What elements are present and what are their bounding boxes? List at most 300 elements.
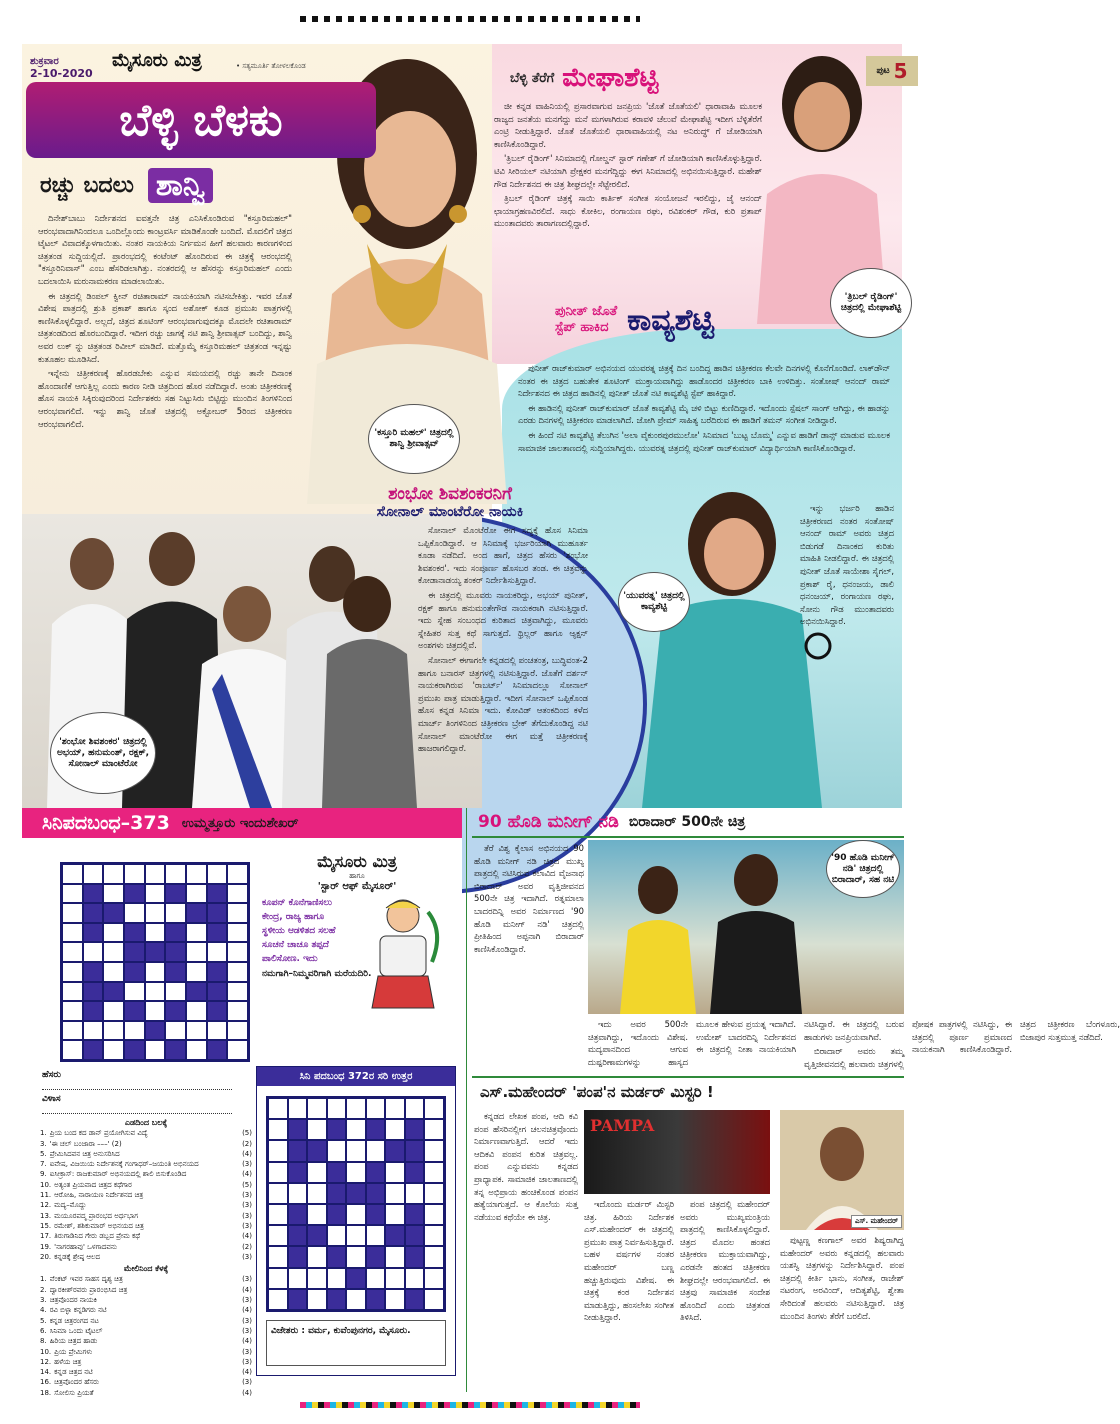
clue-number: 11. (40, 1191, 52, 1200)
down-clue (40, 1336, 252, 1346)
grid-cell[interactable] (227, 962, 248, 982)
grid-cell (424, 1119, 444, 1140)
grid-block-cell (288, 1246, 308, 1267)
pampa-body (474, 1110, 578, 1394)
down-clue (40, 1347, 252, 1357)
grid-block-cell (327, 1119, 347, 1140)
grid-cell[interactable] (165, 982, 186, 1002)
clue-number: 14. (40, 1368, 52, 1377)
grid-cell[interactable] (145, 982, 166, 1002)
grid-cell (288, 1268, 308, 1289)
grid-cell (405, 1098, 425, 1119)
clue-number: 4. (40, 1306, 47, 1315)
grid-cell[interactable] (62, 942, 83, 962)
clue-text: ಕನ್ನಡಕ್ಕೆ ಶ್ರೇಷ್ಠ ಆಲದ (54, 1252, 100, 1261)
grid-cell[interactable] (124, 864, 145, 884)
grid-block-cell (83, 1040, 104, 1060)
clue-number: 10. (40, 1347, 52, 1356)
crossword-header (22, 808, 462, 838)
grid-block-cell (366, 1289, 386, 1310)
grid-block-cell (405, 1204, 425, 1225)
grid-cell (366, 1225, 386, 1246)
clue-length: (4) (242, 1285, 252, 1294)
clue-length: (4) (242, 1149, 252, 1158)
clue-length: (3) (242, 1347, 252, 1356)
mahendar-caption: ಎಸ್. ಮಹೇಂದರ್ (851, 1215, 902, 1228)
grid-cell (268, 1183, 288, 1204)
grid-cell[interactable] (186, 884, 207, 904)
grid-block-cell (288, 1204, 308, 1225)
grid-block-cell (124, 923, 145, 943)
grid-block-cell (327, 1183, 347, 1204)
crossword-title: ಸಿನಿಪದಬಂಧ–373 (42, 812, 170, 834)
grid-block-cell (124, 1001, 145, 1021)
promo-message: ಕೂಪನ್ ಕೊನೆಗಾಣಿಸಲು ಕೇಂದ್ರ, ರಾಜ್ಯ ಹಾಗೂ ಸ್ಥಳೀಯ ಆಡಳಿತದ ಸಲಹೆ ಸೂಚನೆ ಚಾಚೂ ತಪ್ಪದೆ ಪಾಲಿಸೋಣ. ಇದು (262, 898, 336, 964)
grid-cell[interactable] (207, 942, 228, 962)
clue-length: (3) (242, 1252, 252, 1261)
grid-cell (268, 1162, 288, 1183)
grid-cell[interactable] (207, 1021, 228, 1041)
grid-cell (268, 1204, 288, 1225)
grid-cell (268, 1140, 288, 1161)
across-clue (40, 1139, 252, 1149)
shanvi-headline-part2: ಶಾನ್ವಿ (148, 168, 213, 203)
grid-cell[interactable] (145, 903, 166, 923)
grid-cell (424, 1225, 444, 1246)
across-clue (40, 1128, 252, 1138)
down-clue (40, 1388, 252, 1398)
grid-cell (346, 1140, 366, 1161)
clue-length: (3) (242, 1211, 252, 1220)
birader-photo-caption: '90 ಹೊಡಿ ಮನೀಗ್ ನಡಿ' ಚಿತ್ರದಲ್ಲಿ ಬಿರಾದಾರ್, ಸಹ ನಟಿ (826, 840, 900, 898)
clue-length: (4) (242, 1388, 252, 1397)
clue-length: (3) (242, 1378, 252, 1387)
address-line[interactable] (42, 1094, 232, 1114)
kavya-paragraph: ಈ ಹಿಂದೆ ನಟಿ ಕಾವ್ಯಶೆಟ್ಟಿ ತೆಲುಗಿನ 'ಅಲಾ ವೈಕುಂಠಪುರಮುಲೋ' ಸಿನಿಮಾದ 'ಬುಟ್ಟ ಬೊಮ್ಮ' ಎನ್ನುವ ಹಾಡಿಗೆ ಡಾನ್ಸ್ ಮಾಡುವ ಮೂಲಕ ಸಾಮಾಜಿಕ ಜಾಲತಾಣದಲ್ಲಿ ಸುದ್ದಿಯಾಗಿದ್ದರು. ಯುವರತ್ನ ಚಿತ್ರದಲ್ಲಿ ಪುನೀತ್ ರಾಜ್‌ಕುಮಾರ್ ವಿದ್ಯಾರ್ಥಿಯಾಗಿ ಕಾಣಿಸಿಕೊಂಡಿದ್ದಾರೆ. (518, 429, 890, 453)
grid-block-cell (207, 1001, 228, 1021)
clue-text: ದ್ವಾರಕೀಶ್‌ರವರು ಪ್ರಾರಂಭಿಸಿದ ಚಿತ್ರ (49, 1285, 128, 1294)
birader-body (474, 842, 584, 1068)
down-clue (40, 1274, 252, 1284)
grid-cell[interactable] (103, 962, 124, 982)
grid-cell[interactable] (227, 903, 248, 923)
page-number: 5 (893, 59, 908, 83)
grid-cell (307, 1162, 327, 1183)
grid-cell (268, 1098, 288, 1119)
clue-length: (4) (242, 1337, 252, 1346)
clue-length: (4) (242, 1306, 252, 1315)
grid-cell[interactable] (62, 982, 83, 1002)
grid-block-cell (83, 923, 104, 943)
megha-paragraph: ತ್ರಿಬಲ್ ರೈಡಿಂಗ್ ಚಿತ್ರಕ್ಕೆ ಸಾಯಿ ಕಾರ್ತಿಕ್ ಸಂಗೀತ ಸಂಯೋಜನೆ ಇರಲಿದ್ದು, ಜೈ ಆನಂದ್ ಛಾಯಾಗ್ರಹಣವಿರಲಿದೆ. ಸಾಧು ಕೋಕಿಲ, ರಂಗಾಯಣ ರಘು, ರವಿಶಂಕರ್ ಗೌಡ, ಕುರಿ ಪ್ರತಾಪ್ ಮುಂತಾದವರು ತಾರಾಗಣದಲ್ಲಿದ್ದಾರೆ. (494, 193, 762, 229)
grid-cell[interactable] (165, 903, 186, 923)
grid-cell (424, 1268, 444, 1289)
grid-cell[interactable] (62, 1001, 83, 1021)
grid-cell (268, 1289, 288, 1310)
grid-cell[interactable] (227, 1021, 248, 1041)
grid-cell[interactable] (145, 962, 166, 982)
grid-block-cell (207, 884, 228, 904)
grid-cell (307, 1098, 327, 1119)
grid-block-cell (186, 903, 207, 923)
clue-number: 3. (40, 1139, 47, 1148)
across-clue (40, 1180, 252, 1190)
promo-partner: 'ಸ್ಟಾರ್ ಆಫ್ ಮೈಸೂರ್' (317, 881, 397, 892)
grid-cell[interactable] (186, 942, 207, 962)
crossword-author: ಉಮ್ಮತ್ತೂರು ಇಂದುಶೇಖರ್ (181, 815, 299, 831)
address-label: ವಿಳಾಸ (42, 1094, 61, 1104)
grid-cell (424, 1162, 444, 1183)
sonal-paragraph: ಸೋನಾಲ್ ಮೊಂಟೆರೋ ಈಗ ಸದ್ಯಕ್ಕೆ ಹೊಸ ಸಿನಿಮಾ ಒಪ್ಪಿಕೊಂಡಿದ್ದಾರೆ. ಆ ಸಿನಿಮಾಕ್ಕೆ ಭರ್ಜರಿಯಾಗಿ ಮುಹೂರ್ತ ಕೂಡಾ ನಡೆದಿದೆ. ಅಂದ ಹಾಗೆ, ಚಿತ್ರದ ಹೆಸರು 'ಶಂಭೋ ಶಿವಶಂಕರ'. ಇದು ಸಂಪೂರ್ಣ ಹೊಸಬರ ತಂಡ. ಈ ಚಿತ್ರವನ್ನು ಕೋಡಾನಾಡಯ್ಯ ಶಂಕರ್ ನಿರ್ದೇಶಿಸುತ್ತಿದ್ದಾರೆ. (418, 525, 588, 586)
masthead-date: 2-10-2020 (30, 67, 93, 80)
grid-cell[interactable] (227, 884, 248, 904)
clue-number: 10. (40, 1180, 52, 1189)
grid-cell[interactable] (186, 1021, 207, 1041)
grid-cell (268, 1246, 288, 1267)
megha-paragraph: ಜೀ ಕನ್ನಡ ವಾಹಿನಿಯಲ್ಲಿ ಪ್ರಸಾರವಾಗುವ ಜನಪ್ರಿಯ 'ಜೊತೆ ಜೊತೆಯಲಿ' ಧಾರಾವಾಹಿ ಮೂಲಕ ರಾಜ್ಯದ ಜನತೆಯ ಮನಗೆದ್ದು ಮನೆ ಮಗಳಾಗಿರುವ ಕರಾವಳಿ ಚೆಲುವೆ ಮೇಘಾಶೆಟ್ಟಿ ಇದೀಗ ಬೆಳ್ಳಿತೆರೆಗೆ ಎಂಟ್ರಿ ನೀಡುತ್ತಿದ್ದಾರೆ. ಜೊತೆ ಜೊತೆಯಲಿ ಧಾರಾವಾಹಿಯಲ್ಲಿ ನಟ ಅನಿರುದ್ಧ್ ಗೆ ಜೋಡಿಯಾಗಿ ಕಾಣಿಸಿಕೊಂಡಿದ್ದಾರೆ. (494, 101, 762, 149)
grid-cell[interactable] (62, 884, 83, 904)
grid-block-cell (307, 1140, 327, 1161)
grid-cell (346, 1225, 366, 1246)
grid-cell (385, 1204, 405, 1225)
clue-length: (3) (242, 1160, 252, 1169)
grid-cell[interactable] (227, 982, 248, 1002)
birader-headline (472, 808, 904, 838)
across-clue (40, 1231, 252, 1241)
grid-cell[interactable] (227, 942, 248, 962)
section-title: ಬೆಳ್ಳಿ ಬೆಳಕು (119, 94, 283, 146)
across-clue (40, 1211, 252, 1221)
grid-cell[interactable] (103, 1001, 124, 1021)
grid-block-cell (186, 982, 207, 1002)
date-block (30, 56, 110, 80)
grid-cell[interactable] (83, 1021, 104, 1041)
kavya-body-continued (800, 502, 894, 702)
kavya-kicker-line2: ಸ್ಟೆಪ್ ಹಾಕಿದ (555, 320, 609, 335)
winner-name: ವರ್ಮ, ಕುವೆಂಪುನಗರ, ಮೈಸೂರು. (308, 1326, 411, 1336)
grid-cell (405, 1268, 425, 1289)
down-clue (40, 1357, 252, 1367)
winner-label: ವಿಜೇತರು : (271, 1326, 305, 1336)
across-clue (40, 1169, 252, 1179)
grid-block-cell (165, 962, 186, 982)
clue-number: 19. (40, 1242, 52, 1251)
grid-block-cell (366, 1246, 386, 1267)
grid-block-cell (165, 1001, 186, 1021)
sonal-couple-photo (237, 564, 437, 808)
grid-cell (366, 1140, 386, 1161)
registration-bar-bottom (300, 1402, 640, 1408)
clue-length: (3) (242, 1357, 252, 1366)
grid-block-cell (165, 884, 186, 904)
grid-block-cell (288, 1225, 308, 1246)
clue-length: (3) (242, 1326, 252, 1335)
clue-length: (3) (242, 1316, 252, 1325)
grid-cell[interactable] (62, 962, 83, 982)
grid-cell (424, 1289, 444, 1310)
clue-text: 'ಈ ಚಲ್ ಬಂಜಾರಾ –––' (2) (49, 1139, 122, 1148)
grid-cell[interactable] (103, 1040, 124, 1060)
name-line[interactable] (42, 1070, 232, 1090)
clue-length: (3) (242, 1296, 252, 1305)
grid-cell[interactable] (103, 864, 124, 884)
grid-cell (268, 1268, 288, 1289)
grid-block-cell (83, 903, 104, 923)
promo-paper: ಮೈಸೂರು ಮಿತ್ರ (317, 852, 397, 871)
grid-block-cell (405, 1162, 425, 1183)
grid-block-cell (405, 1119, 425, 1140)
grid-block-cell (366, 1183, 386, 1204)
sonal-headline-line1: ಶಂಭೋ ಶಿವಶಂಕರನಿಗೆ (388, 484, 512, 504)
grid-cell[interactable] (145, 923, 166, 943)
clue-number: 1. (40, 1275, 47, 1284)
shanvi-paragraph: ಇನ್ನೇನು ಚಿತ್ರೀಕರಣಕ್ಕೆ ಹೊರಡಬೇಕು ಎನ್ನುವ ಸಮಯದಲ್ಲಿ ರಚ್ಚು ತಾನೇ ದಿನಾಂಕ ಹೊಂದಾಣಿಕೆ ಆಗುತ್ತಿಲ್ಲ ಎಂದು ಕಾರಣ ನೀಡಿ ಚಿತ್ರದಿಂದ ಹೊರ ನಡೆದಿದ್ದಾರೆ. ಅಂತು ಚಿತ್ರೀಕರಣಕ್ಕೆ ಹೊಸ ನಾಯಕಿ ಸಿಕ್ಕಿರುವುದರಿಂದ ನಿರ್ದೇಶಕರು ಸಹ ನಿಟ್ಟುಸಿರು ಬಿಟ್ಟಿದ್ದು ಮುಂದಿನ ತಿಂಗಳಿನಿಂದ ಆರಂಭವಾಗಲಿದೆ. ಇನ್ನು ಶಾನ್ವಿ ಜೊತೆ ಚಿತ್ರದಲ್ಲಿ ಅಕ್ಟೋಬರ್ 5ರಿಂದ ಚಿತ್ರೀಕರಣ ಆರಂಭವಾಗಲಿದೆ. (38, 368, 292, 429)
pampa-poster (584, 1110, 770, 1194)
grid-cell (424, 1098, 444, 1119)
down-clue (40, 1316, 252, 1326)
grid-cell[interactable] (103, 884, 124, 904)
clue-number: 13. (40, 1211, 52, 1220)
birader-paragraph: ಬಿರಾದಾರ್ ಅವರು ತಮ್ಮ ವೃತ್ತಿಜೀವನದಲ್ಲಿ ಹಲವಾರು ಚಿತ್ರಗಳಲ್ಲಿ ಪೋಷಕ ಪಾತ್ರಗಳಲ್ಲಿ ನಟಿಸಿದ್ದು, ಈ ಚಿತ್ರದಲ್ಲಿ ಪೂರ್ಣ ಪ್ರಮಾಣದ ನಾಯಕನಾಗಿ ಕಾಣಿಸಿಕೊಂಡಿದ್ದಾರೆ. ಚಿತ್ರದ ಚಿತ್ರೀಕರಣ ಬೆಂಗಳೂರು, ಬಿಜಾಪುರ ಸುತ್ತಮುತ್ತ ನಡೆದಿದೆ. (804, 1019, 1120, 1069)
clue-text: ಐವೇಷ, ವಿಜಯಿಯ ನಿರ್ದೇಶನಕ್ಕೆ ಗಂಗಾಧರ್–ಜಯಂತಿ ಅಭಿನಯದ (49, 1160, 199, 1169)
clue-text: ತಿರುಗಾಡಿನಿದ ಗೇರು ಡಬ್ಬದ ಪ್ರೇಮ ಕಥೆ (54, 1232, 140, 1241)
clue-number: 16. (40, 1378, 52, 1387)
grid-cell (366, 1268, 386, 1289)
sonal-paragraph: ಈ ಚಿತ್ರದಲ್ಲಿ ಮೂವರು ನಾಯಕರಿದ್ದು, ಅಭಯ್ ಪುನೀತ್, ರಕ್ಷಕ್ ಹಾಗೂ ಹನುಮಂತೇಗೌಡ ನಾಯಕರಾಗಿ ನಟಿಸುತ್ತಿದ್ದಾರೆ. ಇದು ಸ್ನೇಹ ಸಂಬಂಧದ ಕುರಿತಾದ ಚಿತ್ರವಾಗಿದ್ದು, ಮೂವರು ಸ್ನೇಹಿತರ ಸುತ್ತ ಕಥೆ ಸಾಗುತ್ತದೆ. ಥ್ರಿಲ್ಲರ್ ಹಾಗೂ ಆ್ಯಕ್ಷನ್ ಅಂಶಗಳು ಚಿತ್ರದಲ್ಲಿವೆ. (418, 589, 588, 651)
clue-text: ಕನ್ನಡ ಚಿತ್ರರಂಗದ ನಟ (49, 1316, 99, 1325)
clue-text: ಹಳೆಯ ಚಿತ್ರ (54, 1357, 82, 1366)
grid-cell (366, 1098, 386, 1119)
promo-closing: ನಮಗಾಗಿ–ನಿಮ್ಮವರಿಗಾಗಿ ಮರೆಯದಿರಿ. (262, 969, 372, 979)
grid-cell (288, 1183, 308, 1204)
megha-kicker: ಬೆಳ್ಳಿ ತೆರೆಗೆ (510, 70, 555, 86)
winner-box (266, 1320, 446, 1366)
masthead-paper: ಮೈಸೂರು ಮಿತ್ರ (112, 50, 202, 71)
across-heading: ಎಡದಿಂದ ಬಲಕ್ಕೆ (124, 1118, 168, 1127)
grid-block-cell (385, 1140, 405, 1161)
grid-cell[interactable] (124, 1021, 145, 1041)
grid-cell[interactable] (186, 1040, 207, 1060)
grid-cell (385, 1183, 405, 1204)
grid-cell (385, 1162, 405, 1183)
clue-number: 9. (40, 1170, 47, 1179)
grid-cell (346, 1119, 366, 1140)
clue-number: 7. (40, 1160, 47, 1169)
grid-cell[interactable] (186, 864, 207, 884)
grid-block-cell (207, 903, 228, 923)
kavya-paragraph: ಪುನೀತ್ ರಾಜ್‌ಕುಮಾರ್ ಅಭಿನಯದ ಯುವರತ್ನ ಚಿತ್ರಕ್ಕೆ ದಿನ ಬಂದಿದ್ದ ಹಾಡಿನ ಚಿತ್ರೀಕರಣ ಕೆಲವೇ ದಿನಗಳಲ್ಲಿ ಕೊನೆಗೊಂಡಿದೆ. ಲಾಕ್‌ಡೌನ್ ನಂತರ ಈ ಚಿತ್ರದ ಬಹುತೇಕ ಶೂಟಿಂಗ್ ಮುಕ್ತಾಯವಾಗಿದ್ದು ಹಾಡೊಂದರ ಚಿತ್ರೀಕರಣ ಬಾಕಿ ಉಳಿದಿತ್ತು. ಸಂತೋಷ್ ಆನಂದ್ ರಾಮ್ ನಿರ್ದೇಶನದ ಈ ಚಿತ್ರದ ಹಾಡಿನಲ್ಲಿ ಪುನೀತ್ ಜೊತೆ ನಟಿ ಕಾವ್ಯಶೆಟ್ಟಿ ಸ್ಟೆಪ್ ಹಾಕಿದ್ದಾರೆ. (518, 363, 890, 399)
down-clue (40, 1326, 252, 1336)
page-number-box (866, 56, 918, 86)
clue-text: ಮದ್ಯ–ಮೊದ್ದು (54, 1201, 87, 1210)
clue-length: (4) (242, 1170, 252, 1179)
grid-block-cell (165, 942, 186, 962)
grid-cell[interactable] (186, 1001, 207, 1021)
down-clue (40, 1367, 252, 1377)
grid-cell[interactable] (186, 962, 207, 982)
crossword-clues (40, 1118, 252, 1397)
grid-cell[interactable] (62, 923, 83, 943)
grid-block-cell (405, 1225, 425, 1246)
grid-block-cell (207, 923, 228, 943)
grid-cell[interactable] (227, 1001, 248, 1021)
grid-cell[interactable] (62, 864, 83, 884)
down-clue (40, 1285, 252, 1295)
grid-cell (385, 1119, 405, 1140)
grid-cell (424, 1183, 444, 1204)
grid-cell (346, 1098, 366, 1119)
name-label: ಹೆಸರು (42, 1070, 61, 1080)
grid-cell[interactable] (103, 1021, 124, 1041)
clue-length: (5) (242, 1129, 252, 1138)
promo-block (262, 852, 452, 1060)
grid-block-cell (405, 1246, 425, 1267)
clue-text: ಅತ್ಯಂತ ಪ್ರಿಯವಾದ ಚಿತ್ರದ ಕಥೆಗಾರ (54, 1180, 132, 1189)
grid-cell[interactable] (145, 864, 166, 884)
grid-cell[interactable] (62, 903, 83, 923)
clue-text: ಪ್ರಿಯ ಬಂದ ಕದ ಡಾನ್ ಪ್ರಯೋಗಿಸುವ ವಿದ್ಯೆ (49, 1129, 148, 1138)
clue-number: 17. (40, 1232, 52, 1241)
grid-block-cell (83, 884, 104, 904)
clue-text: ಮಯೂರಪದ್ಮ ಪ್ರಾರಂಭದ ಅರ್ಧಭಾಗ (54, 1211, 139, 1220)
grid-block-cell (327, 1204, 347, 1225)
grid-cell[interactable] (124, 903, 145, 923)
grid-cell (307, 1246, 327, 1267)
grid-block-cell (405, 1140, 425, 1161)
registration-bar-top (300, 16, 640, 22)
grid-cell (405, 1183, 425, 1204)
grid-cell[interactable] (227, 864, 248, 884)
grid-block-cell (165, 923, 186, 943)
grid-cell[interactable] (103, 923, 124, 943)
grid-cell[interactable] (186, 923, 207, 943)
shanvi-paragraph: ದಿನೇಶ್‌ಬಾಬು ನಿರ್ದೇಶನದ ಐವತ್ತನೇ ಚಿತ್ರ ಎನಿಸಿಕೊಂಡಿರುವ "ಕಸ್ತೂರಿಮಹಲ್" ಆರಂಭವಾದಾಗಿನಿಂದಲೂ ಒಂದಿಲ್ಲೊಂದು ಕಾಂಟ್ರವರ್ಸಿ ಮಾಡಿಕೊಂಡೇ ಬಂದಿದೆ. ಮೊದಲಿಗೆ ಚಿತ್ರದ ಟೈಟಲ್ ವಿವಾದಕ್ಕೊಳಗಾಯಿತು. ನಂತರ ನಾಯಕಿಯ ನಿರ್ಗಮನ ಹೀಗೆ ಹಲವಾರು ಕಾರಣಗಳಿಂದ ಚಿತ್ರತಂಡ ಸುದ್ದಿಯಲ್ಲಿದೆ. ಪ್ರಾರಂಭದಲ್ಲಿ ಕಂಟೆಂಟ್ ಹೊಂದಿರುವ ಈ ಚಿತ್ರಕ್ಕೆ ಆರಂಭದಲ್ಲಿ "ಕಸ್ತೂರಿನಿವಾಸ್" ಎಂಬ ಹೆಸರಿಡಲಾಗಿತ್ತು. ನಂತರದಲ್ಲಿ ಆ ಹೆಸರನ್ನು ಕಸ್ತೂರಿಮಹಲ್ ಎಂದು ಬದಲಾಯಿಸಿ ಮರುನಾಮಕರಣ ಮಾಡಲಾಯಿತು. (38, 213, 292, 286)
clue-text: ರಮೇಶ್, ಶಶಿಕುಮಾರ್ ಅಭಿನಯದ ಚಿತ್ರ (54, 1221, 144, 1230)
grid-block-cell (366, 1119, 386, 1140)
across-clue (40, 1242, 252, 1252)
clue-length: (4) (242, 1368, 252, 1377)
grid-cell (346, 1162, 366, 1183)
grid-block-cell (385, 1225, 405, 1246)
kavya-kicker-line1: ಪುನೀತ್ ಜೊತೆ (555, 304, 618, 319)
clue-number: 1. (40, 1129, 47, 1138)
grid-cell (268, 1119, 288, 1140)
clue-text: ಸೋಲಿಸು ಪ್ರಿಯತೆ (54, 1388, 94, 1397)
grid-block-cell (346, 1183, 366, 1204)
birader-headline-part1: 90 ಹೊಡಿ ಮನೀಗ್ ನಡಿ (478, 812, 619, 832)
grid-cell[interactable] (124, 982, 145, 1002)
clue-length: (4) (242, 1232, 252, 1241)
clue-number: 6. (40, 1326, 47, 1335)
grid-cell[interactable] (145, 1001, 166, 1021)
pampa-paragraph: ಪುಟ್ಟಣ್ಣ ಕಣಗಾಲ್ ಅವರ ಶಿಷ್ಯರಾಗಿದ್ದ ಮಹೇಂದರ್ ಅವರು ಕನ್ನಡದಲ್ಲಿ ಹಲವಾರು ಯಶಸ್ವಿ ಚಿತ್ರಗಳನ್ನು ನಿರ್ದೇಶಿಸಿದ್ದಾರೆ. ಪಂಪ ಚಿತ್ರದಲ್ಲಿ ಕೀರ್ತಿ ಭಾನು, ಸಂಗೀತ, ರಾಜೇಶ್ ನಟರಂಗ, ಅರವಿಂದ್, ಆದಿತ್ಯಶೆಟ್ಟಿ, ಶ್ವೇತಾ ಸೇರಿದಂತೆ ಹಲವರು ನಟಿಸುತ್ತಿದ್ದಾರೆ. ಚಿತ್ರ ಮುಂದಿನ ತಿಂಗಳು ತೆರೆಗೆ ಬರಲಿದೆ. (780, 1235, 904, 1321)
down-clue (40, 1295, 252, 1305)
grid-block-cell (207, 982, 228, 1002)
pampa-headline-bar (472, 1076, 904, 1106)
clue-text: 'ನಾಗರಹಾವು' ಒಳಗಾದವನು (54, 1242, 117, 1251)
down-list (40, 1274, 252, 1398)
sonal-headline (300, 484, 600, 520)
section-title-banner (26, 82, 376, 158)
grid-cell[interactable] (227, 923, 248, 943)
grid-cell (385, 1098, 405, 1119)
grid-cell[interactable] (62, 1021, 83, 1041)
shanvi-headline-part1: ರಚ್ಚು ಬದಲು (40, 172, 134, 198)
page-label: ಪುಟ (876, 66, 890, 76)
across-clue (40, 1149, 252, 1159)
clue-number: 5. (40, 1316, 47, 1325)
grid-block-cell (103, 982, 124, 1002)
kavya-paragraph: ಈ ಹಾಡಿನಲ್ಲಿ ಪುನೀತ್ ರಾಜ್‌ಕುಮಾರ್ ಜೊತೆ ಕಾವ್ಯಶೆಟ್ಟಿ ಮೈ ಚಳಿ ಬಿಟ್ಟು ಕುಣಿದಿದ್ದಾರೆ. ಇದೊಂದು ಸ್ಪೆಷಲ್ ಸಾಂಗ್ ಆಗಿದ್ದು, ಈ ಹಾಡನ್ನು ಎರಡು ದಿನಗಳಲ್ಲಿ ಚಿತ್ರೀಕರಣ ಮಾಡಲಾಗಿದೆ. ಜೋಗಿ ಪ್ರೇಮ್ ಸಾಹಿತ್ಯ ಬರೆದಿರುವ ಈ ಹಾಡಿಗೆ ತಮನ್ ಸಂಗೀತ ನೀಡಿದ್ದಾರೆ. (518, 402, 890, 426)
grid-cell (307, 1204, 327, 1225)
across-clue (40, 1221, 252, 1231)
pampa-paragraph: ಕನ್ನಡದ ಲೇಖಕ ಪಂಪ, ಆದಿ ಕವಿ ಪಂಪ ಹೆಸರಿನಲ್ಲೀಗ ಚಲನಚಿತ್ರವೊಂದು ನಿರ್ಮಾಣವಾಗುತ್ತಿದೆ. ಆದರೆ ಇದು ಆದಿಕವಿ ಪಂಪನ ಕುರಿತ ಚಿತ್ರವಲ್ಲ. ಪಂಪ ಎನ್ನುವವನು ಕನ್ನಡದ ಪ್ರಾಧ್ಯಾಪಕ. ಸಾಮಾಜಿಕ ಜಾಲತಾಣದಲ್ಲಿ ತನ್ನ ಅಭಿಪ್ರಾಯ ಹಂಚಿಕೊಂಡ ಪಂಪನ ಹತ್ಯೆಯಾಗುತ್ತದೆ. ಆ ಕೊಲೆಯ ಸುತ್ತ ನಡೆಯುವ ಕಥೆಯೇ ಈ ಚಿತ್ರ. (474, 1111, 578, 1222)
clue-text: ಹಿರಿಯ ಚಿತ್ರದ ಹಾಡು (49, 1337, 98, 1346)
grid-cell[interactable] (145, 884, 166, 904)
grid-block-cell (307, 1225, 327, 1246)
grid-cell[interactable] (62, 1040, 83, 1060)
grid-cell (307, 1119, 327, 1140)
grid-block-cell (207, 1040, 228, 1060)
birader-paragraph: ಇದು ಅವರ 500ನೇ ಚಿತ್ರವಾಗಿದ್ದು, ಇದೊಂದು ವಿಶೇಷ. ಮದ್ಯಪಾನದಿಂದ ಆಗುವ ದುಷ್ಪರಿಣಾಮಗಳನ್ನು ಹಾಸ್ಯದ ಮೂಲಕ ಹೇಳುವ ಪ್ರಯತ್ನ ಇದಾಗಿದೆ. ಉಮೇಶ್ ಬಾದರದಿನ್ನಿ ನಿರ್ದೇಶನದ ಈ ಚಿತ್ರದಲ್ಲಿ ನೀತಾ ನಾಯಕಿಯಾಗಿ ನಟಿಸಿದ್ದಾರೆ. ಈ ಚಿತ್ರದಲ್ಲಿ ಬರುವ ಹಾಡುಗಳು ಜನಪ್ರಿಯವಾಗಿವೆ. (588, 1019, 904, 1067)
grid-cell (424, 1246, 444, 1267)
pampa-body-right (780, 1234, 904, 1394)
grid-cell[interactable] (145, 1040, 166, 1060)
grid-cell[interactable] (227, 1040, 248, 1060)
clue-length: (3) (242, 1221, 252, 1230)
clue-length: (3) (242, 1191, 252, 1200)
clue-text: ಪ್ರಿಯ ಪ್ರೇಮಿಗಳು (54, 1347, 93, 1356)
birader-paragraph: ತೆರೆ ವಿಶ್ವ ಕೈಲಾಸ ಅಭಿನಯದ 90 ಹೊಡಿ ಮನೀಗ್ ನಡಿ ಚಿತ್ರದ ಮುಖ್ಯ ಪಾತ್ರದಲ್ಲಿ ನಟಿಸಿರುವ ಕಲಾವಿದ ವೈಜನಾಥ ಬಿರಾದಾರ್ ಅವರ ವೃತ್ತಿಜೀವನದ 500ನೇ ಚಿತ್ರ ಇದಾಗಿದೆ. ರತ್ನಮಾಲಾ ಬಾದರದಿನ್ನಿ ಅವರ ನಿರ್ಮಾಣದ '90 ಹೊಡಿ ಮನೀಗ್ ನಡಿ' ಚಿತ್ರದಲ್ಲಿ ಪ್ರೀತಿಹಿಂದ ಅಪ್ಪನಾಗಿ ಬಿರಾದಾರ್ ಕಾಣಿಸಿಕೊಂಡಿದ್ದಾರೆ. (474, 843, 584, 954)
promo-connector: ಹಾಗೂ (349, 872, 365, 880)
grid-cell[interactable] (83, 864, 104, 884)
birader-headline-part2: ಬಿರಾದಾರ್ 500ನೇ ಚಿತ್ರ (628, 814, 746, 830)
grid-cell[interactable] (207, 864, 228, 884)
grid-cell (385, 1289, 405, 1310)
grid-cell[interactable] (83, 942, 104, 962)
shanvi-body (38, 212, 292, 508)
grid-block-cell (83, 962, 104, 982)
clue-text: ಆರೋಹಿ, ನಾರಾಯಣ ನಿರ್ದೇಶನದ ಚಿತ್ರ (54, 1191, 144, 1200)
grid-block-cell (288, 1119, 308, 1140)
clue-text: ಪ್ರೇಮಿಸಿದವನ ಚಿತ್ರ ಅನುಸರಿಸಿದ (49, 1149, 120, 1158)
crossword-grid[interactable] (60, 862, 250, 1062)
answers-grid (266, 1096, 446, 1312)
down-clue (40, 1305, 252, 1315)
clue-text: ಸಿನಿಮಾ ಒಂದು ಟೈಟಲ್ (49, 1326, 103, 1335)
grid-cell (327, 1225, 347, 1246)
grid-block-cell (103, 903, 124, 923)
grid-cell (288, 1098, 308, 1119)
grid-block-cell (366, 1162, 386, 1183)
pampa-poster-title: PAMPA (590, 1116, 655, 1135)
grid-cell[interactable] (103, 942, 124, 962)
grid-cell (385, 1268, 405, 1289)
grid-block-cell (145, 1021, 166, 1041)
clue-text: ಚಿತ್ರವೊಂದರ ನಾಯಕಿ (49, 1296, 97, 1305)
clue-text: ವೆಂಕಟ್ ಇವರ ಸಾಹಸ ದೃಶ್ಯ ಚಿತ್ರ (49, 1275, 123, 1284)
clue-length: (3) (242, 1201, 252, 1210)
vertical-divider (466, 808, 467, 1392)
clue-number: 8. (40, 1337, 47, 1346)
grid-cell[interactable] (165, 864, 186, 884)
sonal-body (418, 524, 588, 782)
grid-block-cell (346, 1268, 366, 1289)
grid-cell[interactable] (165, 1021, 186, 1041)
grid-cell (307, 1183, 327, 1204)
kavya-body (518, 362, 890, 498)
down-clue (40, 1377, 252, 1387)
